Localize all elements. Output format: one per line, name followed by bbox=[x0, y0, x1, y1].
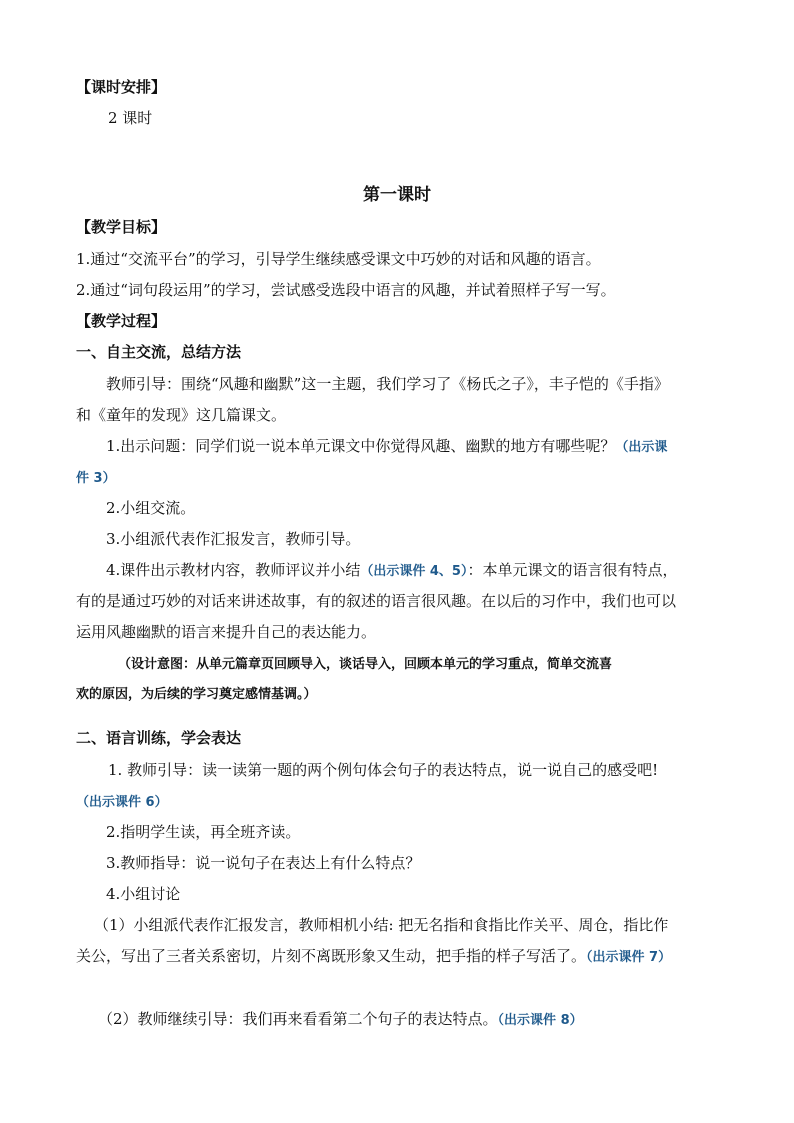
step4-text: 4.课件出示教材内容，教师评议并小结 bbox=[106, 561, 361, 579]
sub1-text: 关公，写出了三者关系密切，片刻不离既形象又生动，把手指的样子写活了。 bbox=[76, 947, 587, 965]
section1-intro-cont: 和《童年的发现》这几篇课文。 bbox=[76, 406, 287, 424]
section1-step3: 3.小组派代表作汇报发言，教师引导。 bbox=[106, 530, 361, 548]
step4-text-cont: ：本单元课文的语言很有特点， bbox=[467, 561, 678, 579]
courseware-ref: 件 3） bbox=[76, 471, 116, 486]
section2-step4: 4.小组讨论 bbox=[106, 885, 181, 903]
process-heading: 【教学过程】 bbox=[76, 312, 167, 330]
section2-sub1: （1）小组派代表作汇报发言，教师相机小结: 把无名指和食指比作关平、周仓，指比作 bbox=[94, 916, 669, 934]
sub2-text: （2）教师继续引导：我们再来看看第二个句子的表达特点。 bbox=[98, 1010, 498, 1028]
section1-intro: 教师引导：围绕“风趣和幽默”这一主题，我们学习了《杨氏之子》，丰子恺的《手指》 bbox=[106, 375, 669, 393]
section2-step1-cont bbox=[76, 790, 168, 814]
courseware-ref: （出示课件 4、5） bbox=[360, 564, 468, 579]
section1-step4-line2: 有的是通过巧妙的对话来讲述故事，有的叙述的语言很风趣。在以后的习作中，我们也可以 bbox=[76, 592, 677, 610]
section1-step1-cont bbox=[76, 466, 116, 490]
section2-step1: 1. 教师引导：读一读第一题的两个例句体会句子的表达特点，说一说自己的感受吧! bbox=[108, 761, 659, 779]
step1-text: 1.出示问题：同学们说一说本单元课文中你觉得风趣、幽默的地方有哪些呢？ bbox=[106, 437, 616, 455]
courseware-ref: （出示课 bbox=[615, 440, 668, 455]
design-intent bbox=[118, 654, 612, 676]
section2-step3: 3.教师指导：说一说句子在表达上有什么特点？ bbox=[106, 854, 421, 872]
section1-step1 bbox=[106, 435, 667, 459]
courseware-ref: （出示课件 6） bbox=[76, 795, 168, 810]
section1-step2: 2.小组交流。 bbox=[106, 499, 196, 517]
section1-title: 一、自主交流，总结方法 bbox=[76, 343, 242, 361]
goals-heading: 【教学目标】 bbox=[76, 218, 167, 236]
design-intent-cont: 欢的原因，为后续的学习奠定感情基调。） bbox=[76, 687, 317, 702]
courseware-ref: （出示课件 8） bbox=[497, 1013, 583, 1028]
schedule-value: 2 课时 bbox=[108, 109, 153, 127]
schedule-heading: 【课时安排】 bbox=[76, 78, 167, 96]
goal-item: 1.通过“交流平台”的学习，引导学生继续感受课文中巧妙的对话和风趣的语言。 bbox=[76, 250, 601, 268]
design-intent-text: 从单元篇章页回顾导入，谈话导入，回顾本单元的学习重点，简单交流喜 bbox=[196, 657, 613, 672]
goal-item: 2.通过“词句段运用”的学习，尝试感受选段中语言的风趣，并试着照样子写一写。 bbox=[76, 281, 616, 299]
section1-step4-line3: 运用风趣幽默的语言来提升自己的表达能力。 bbox=[76, 623, 377, 641]
section2-sub1-cont bbox=[76, 945, 671, 969]
courseware-ref: （出示课件 7） bbox=[586, 950, 672, 965]
section2-step2: 2.指明学生读，再全班齐读。 bbox=[106, 823, 301, 841]
section2-sub2 bbox=[98, 1008, 583, 1032]
design-intent-label: （设计意图： bbox=[118, 657, 197, 672]
lesson-title: 第一课时 bbox=[363, 185, 431, 205]
section1-step4 bbox=[106, 559, 677, 583]
section2-title: 二、语言训练，学会表达 bbox=[76, 729, 242, 747]
